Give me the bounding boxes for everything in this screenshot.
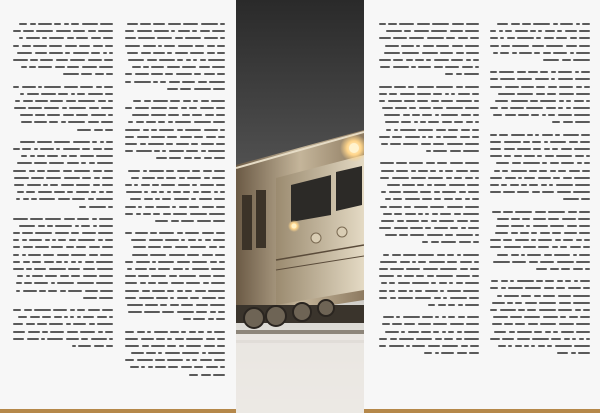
text-line	[122, 42, 225, 49]
text-line	[376, 49, 479, 56]
text-line	[487, 152, 590, 159]
text-line	[10, 258, 113, 265]
text-line	[122, 78, 225, 85]
text-line	[376, 111, 479, 118]
text-line	[487, 56, 590, 63]
text-line	[487, 265, 590, 272]
text-line	[122, 356, 225, 363]
text-line	[122, 335, 225, 342]
text-line	[376, 272, 479, 279]
text-line	[376, 174, 479, 181]
text-line	[122, 371, 225, 378]
text-line	[376, 147, 479, 154]
text-line	[10, 126, 113, 133]
text-line	[10, 111, 113, 118]
text-line	[376, 279, 479, 286]
text-line	[487, 181, 590, 188]
text-line	[376, 140, 479, 147]
text-line	[10, 90, 113, 97]
text-line	[10, 20, 113, 27]
left-page-column-outer	[10, 20, 113, 399]
text-line	[122, 342, 225, 349]
text-line	[122, 154, 225, 161]
text-line	[10, 335, 113, 342]
text-line	[376, 27, 479, 34]
text-line	[10, 306, 113, 313]
text-line	[122, 272, 225, 279]
paragraph	[10, 306, 113, 349]
text-line	[487, 229, 590, 236]
text-line	[122, 265, 225, 272]
text-line	[487, 167, 590, 174]
text-line	[487, 335, 590, 342]
text-line	[487, 118, 590, 125]
text-line	[376, 133, 479, 140]
text-line	[122, 104, 225, 111]
text-line	[122, 174, 225, 181]
text-line	[376, 118, 479, 125]
paragraph	[122, 328, 225, 378]
text-line	[122, 251, 225, 258]
text-line	[376, 217, 479, 224]
text-line	[122, 229, 225, 236]
text-line	[122, 97, 225, 104]
text-line	[10, 265, 113, 272]
text-line	[10, 215, 113, 222]
text-line	[487, 222, 590, 229]
text-line	[487, 34, 590, 41]
text-line	[10, 167, 113, 174]
text-line	[376, 287, 479, 294]
text-line	[376, 231, 479, 238]
paragraph	[122, 97, 225, 162]
text-line	[487, 27, 590, 34]
left-page	[0, 0, 236, 413]
text-line	[10, 34, 113, 41]
text-line	[487, 320, 590, 327]
text-line	[487, 49, 590, 56]
paragraph	[376, 83, 479, 155]
text-line	[487, 174, 590, 181]
paragraph	[376, 313, 479, 356]
text-line	[122, 315, 225, 322]
text-line	[122, 243, 225, 250]
text-line	[487, 208, 590, 215]
text-line	[122, 188, 225, 195]
text-line	[376, 210, 479, 217]
text-line	[10, 159, 113, 166]
text-line	[376, 328, 479, 335]
paragraph	[487, 277, 590, 356]
text-line	[122, 363, 225, 370]
text-line	[122, 203, 225, 210]
text-line	[10, 243, 113, 250]
text-line	[122, 133, 225, 140]
text-line	[10, 222, 113, 229]
text-line	[376, 265, 479, 272]
paragraph	[376, 159, 479, 245]
bottom-gold-rule	[0, 409, 236, 413]
text-line	[487, 328, 590, 335]
text-line	[487, 138, 590, 145]
text-line	[122, 118, 225, 125]
text-line	[122, 167, 225, 174]
text-line	[487, 236, 590, 243]
text-line	[376, 181, 479, 188]
bottom-gold-rule	[364, 409, 600, 413]
text-line	[376, 188, 479, 195]
text-line	[10, 27, 113, 34]
text-line	[376, 301, 479, 308]
text-line	[376, 159, 479, 166]
paragraph	[10, 83, 113, 133]
text-line	[376, 167, 479, 174]
text-line	[487, 188, 590, 195]
text-line	[376, 251, 479, 258]
text-line	[122, 279, 225, 286]
text-line	[487, 20, 590, 27]
text-line	[376, 34, 479, 41]
text-line	[10, 42, 113, 49]
text-line	[487, 299, 590, 306]
text-line	[376, 70, 479, 77]
text-line	[122, 236, 225, 243]
text-line	[487, 251, 590, 258]
text-line	[122, 27, 225, 34]
text-line	[10, 328, 113, 335]
text-line	[10, 294, 113, 301]
text-line	[10, 138, 113, 145]
text-line	[376, 104, 479, 111]
text-line	[122, 56, 225, 63]
text-line	[10, 203, 113, 210]
text-line	[122, 195, 225, 202]
text-line	[10, 49, 113, 56]
text-line	[487, 83, 590, 90]
text-line	[10, 56, 113, 63]
text-line	[487, 159, 590, 166]
text-line	[487, 243, 590, 250]
text-line	[376, 335, 479, 342]
text-line	[487, 75, 590, 82]
text-line	[10, 342, 113, 349]
paragraph	[376, 251, 479, 309]
text-line	[10, 188, 113, 195]
locomotive-illustration	[236, 0, 364, 413]
text-line	[487, 97, 590, 104]
text-line	[10, 83, 113, 90]
text-line	[376, 126, 479, 133]
text-line	[10, 145, 113, 152]
text-line	[10, 272, 113, 279]
text-line	[10, 70, 113, 77]
text-line	[487, 306, 590, 313]
text-line	[122, 126, 225, 133]
text-line	[487, 195, 590, 202]
text-line	[122, 210, 225, 217]
text-line	[122, 258, 225, 265]
train-photo	[236, 0, 364, 413]
text-line	[122, 140, 225, 147]
text-line	[376, 224, 479, 231]
text-line	[122, 308, 225, 315]
text-line	[122, 294, 225, 301]
text-line	[376, 83, 479, 90]
text-line	[122, 181, 225, 188]
paragraph	[10, 138, 113, 210]
text-line	[122, 63, 225, 70]
text-line	[376, 203, 479, 210]
left-page-column-inner	[122, 20, 225, 399]
text-line	[122, 328, 225, 335]
text-line	[376, 42, 479, 49]
paragraph	[487, 131, 590, 203]
text-line	[376, 195, 479, 202]
text-line	[122, 85, 225, 92]
text-line	[487, 145, 590, 152]
text-line	[10, 104, 113, 111]
text-line	[376, 90, 479, 97]
text-line	[376, 97, 479, 104]
text-line	[10, 97, 113, 104]
paragraph	[122, 167, 225, 225]
text-line	[487, 258, 590, 265]
text-line	[487, 111, 590, 118]
right-page-column-outer	[487, 20, 590, 399]
text-line	[122, 301, 225, 308]
text-line	[10, 251, 113, 258]
text-line	[376, 349, 479, 356]
right-page-column-inner	[376, 20, 479, 399]
text-line	[487, 131, 590, 138]
text-line	[487, 284, 590, 291]
text-line	[376, 238, 479, 245]
text-line	[10, 279, 113, 286]
paragraph	[122, 20, 225, 92]
text-line	[376, 320, 479, 327]
text-line	[122, 34, 225, 41]
paragraph	[376, 20, 479, 78]
text-line	[376, 20, 479, 27]
text-line	[10, 195, 113, 202]
text-line	[122, 111, 225, 118]
text-line	[487, 68, 590, 75]
text-line	[487, 342, 590, 349]
text-line	[376, 342, 479, 349]
paragraph	[122, 229, 225, 322]
right-page	[364, 0, 600, 413]
text-line	[376, 56, 479, 63]
text-line	[376, 258, 479, 265]
text-line	[487, 215, 590, 222]
text-line	[487, 42, 590, 49]
text-line	[10, 181, 113, 188]
text-line	[10, 152, 113, 159]
text-line	[122, 349, 225, 356]
text-line	[487, 292, 590, 299]
text-line	[10, 174, 113, 181]
text-line	[487, 313, 590, 320]
text-line	[10, 63, 113, 70]
text-line	[122, 147, 225, 154]
text-line	[10, 229, 113, 236]
text-line	[10, 118, 113, 125]
text-line	[122, 20, 225, 27]
text-line	[10, 320, 113, 327]
text-line	[487, 104, 590, 111]
paragraph	[10, 215, 113, 301]
text-line	[122, 70, 225, 77]
text-line	[122, 49, 225, 56]
text-line	[10, 287, 113, 294]
text-line	[487, 349, 590, 356]
text-line	[376, 294, 479, 301]
paragraph	[10, 20, 113, 78]
text-line	[10, 313, 113, 320]
paragraph	[487, 208, 590, 273]
text-line	[487, 90, 590, 97]
text-line	[376, 313, 479, 320]
text-line	[122, 217, 225, 224]
text-line	[10, 236, 113, 243]
paragraph	[487, 20, 590, 63]
paragraph	[487, 68, 590, 126]
text-line	[487, 277, 590, 284]
text-line	[122, 287, 225, 294]
text-line	[376, 63, 479, 70]
